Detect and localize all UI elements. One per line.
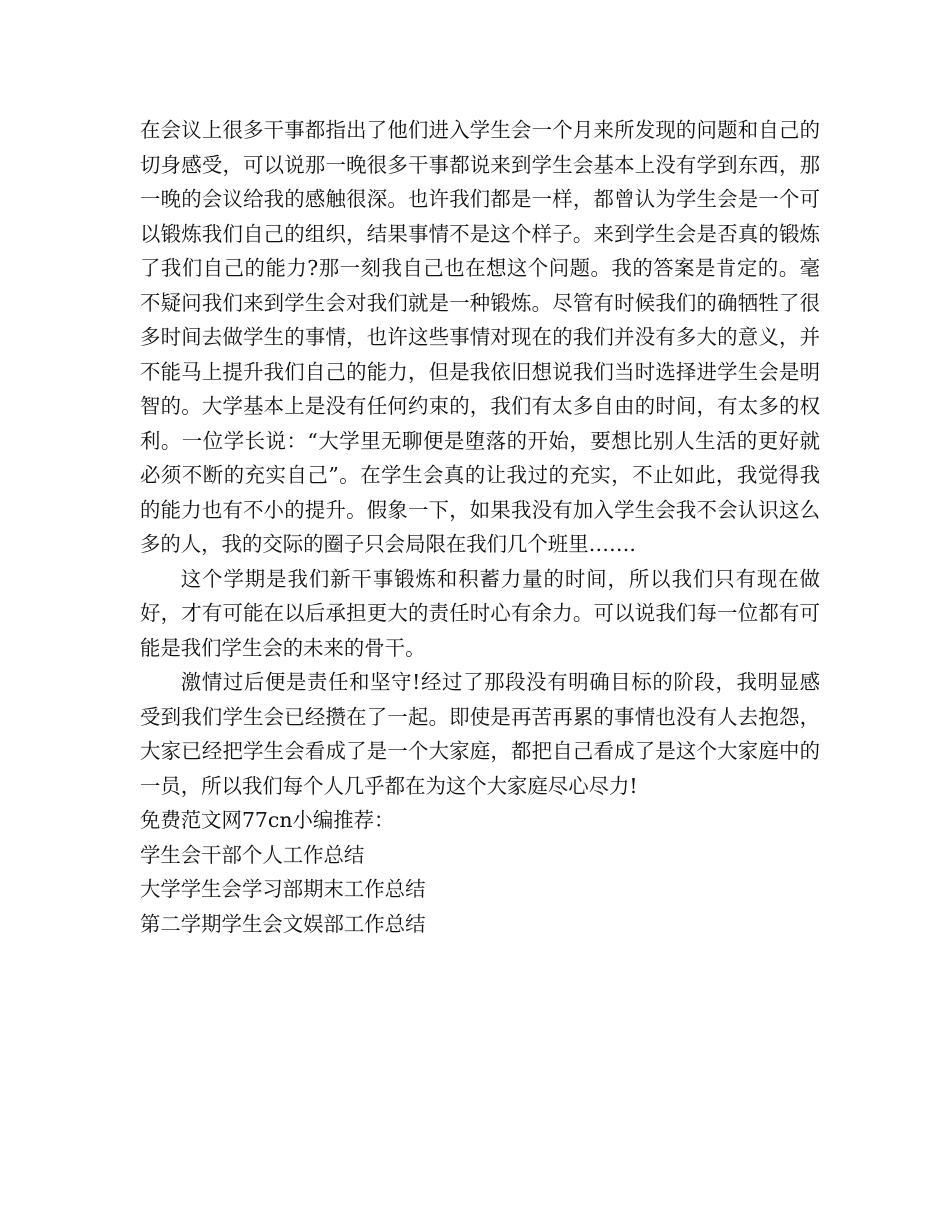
related-article-link[interactable]: 第二学期学生会文娱部工作总结 <box>140 911 426 936</box>
document-page <box>140 113 820 941</box>
body-paragraph-1: 在会议上很多干事都指出了他们进入学生会一个月来所发现的问题和自己的切身感受，可以说那一晚很多干事都说来到学生会基本上没有学到东西，那一晚的会议给我的感触很深。也许我们都是一样，都曾认为学生会是一个可以锻炼我们自己的组织，结果事情不是这个样子。来到学生会是否真的锻炼了我们自己的能力?那一刻我自己也在想这个问题。我的答案是肯定的。毫不疑问我们来到学生会对我们就是一种锻炼。尽管有时候我们的确牺牲了很多时间去做学生的事情，也许这些事情对现在的我们并没有多大的意义，并不能马上提升我们自己的能力，但是我依旧想说我们当时选择进学生会是明智的。大学基本上是没有任何约束的，我们有太多自由的时间，有太多的权利。一位学长说：“大学里无聊便是堕落的开始，要想比别人生活的更好就必须不断的充实自己”。在学生会真的让我过的充实，不止如此，我觉得我的能力也有不小的提升。假象一下，如果我没有加入学生会我不会认识这么多的人，我的交际的圈子只会局限在我们几个班里……. <box>140 118 820 556</box>
body-paragraph-3: 激情过后便是责任和坚守!经过了那段没有明确目标的阶段，我明显感受到我们学生会已经攒在了一起。即使是再苦再累的事情也没有人去抱怨，大家已经把学生会看成了是一个大家庭，都把自己看成了是这个大家庭中的一员，所以我们每个人几乎都在为这个大家庭尽心尽力! <box>140 670 820 798</box>
body-paragraph-2: 这个学期是我们新干事锻炼和积蓄力量的时间，所以我们只有现在做好，才有可能在以后承担更大的责任时心有余力。可以说我们每一位都有可能是我们学生会的未来的骨干。 <box>140 566 820 660</box>
related-article-link[interactable]: 大学学生会学习部期末工作总结 <box>140 877 426 901</box>
related-article-link[interactable]: 学生会干部个人工作总结 <box>140 842 365 867</box>
recommend-heading: 免费范文网77cn小编推荐： <box>140 808 395 832</box>
related-articles-list <box>140 838 820 942</box>
